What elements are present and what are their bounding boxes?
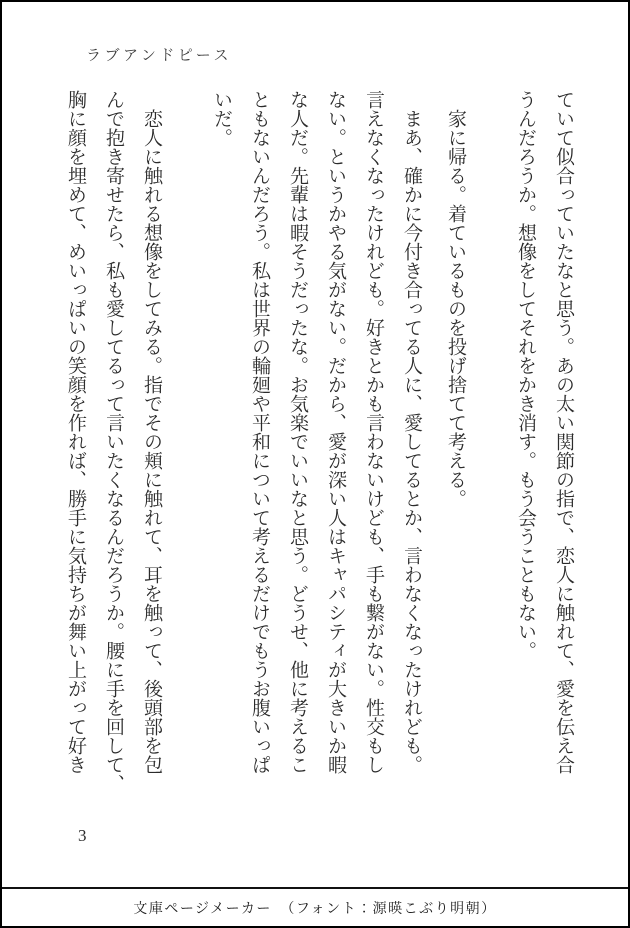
text-line: うんだろうか。想像をしてそれをかき消す。もう会うこともない。 [515,90,536,660]
body-text [50,90,582,810]
paragraph [436,90,474,810]
text-line: ともないんだろう。私は世界の輪廻や平和について考えるだけでもうお腹いっぱ [249,90,270,774]
text-line: 言えなくなったけれども。好きとかも言わないけども、手も繋がない。性交もし [363,90,384,774]
text-line: んで抱き寄せたら、私も愛してるって言いたくなるんだろうか。腰に手を回して、 [103,90,124,793]
page-number: 3 [78,826,87,845]
text-line: 恋人に触れる想像をしてみる。指でその頬に触れて、耳を触って、後頭部を包 [141,90,162,774]
text-line: いだ。 [211,90,232,147]
text-line: 家に帰る。着ているものを投げ捨てて考える。 [445,90,466,508]
paragraph [202,90,430,810]
paragraph [506,90,582,810]
running-head-title: ラブアンドピース [86,48,233,64]
footer-credit: 文庫ページメーカー （フォント：源暎こぶり明朝） [133,902,497,917]
text-line: 胸に顔を埋めて、めいっぱいの笑顔を作れば、勝手に気持ちが舞い上がって好き [65,90,86,774]
footer-divider [2,887,628,889]
text-line: ない。というかやる気がない。だから、愛が深い人はキャパシティが大きいか暇 [325,90,346,774]
text-line: まあ、確かに今付き合ってる人に、愛してるとか、言わなくなったけれども。 [401,90,422,774]
text-line: な人だ。先輩は暇そうだったな。お気楽でいいなと思う。どうせ、他に考えるこ [287,90,308,774]
paragraph [56,90,170,810]
text-line: ていて似合っていたなと思う。あの太い関節の指で、恋人に触れて、愛を伝え合 [553,90,574,774]
